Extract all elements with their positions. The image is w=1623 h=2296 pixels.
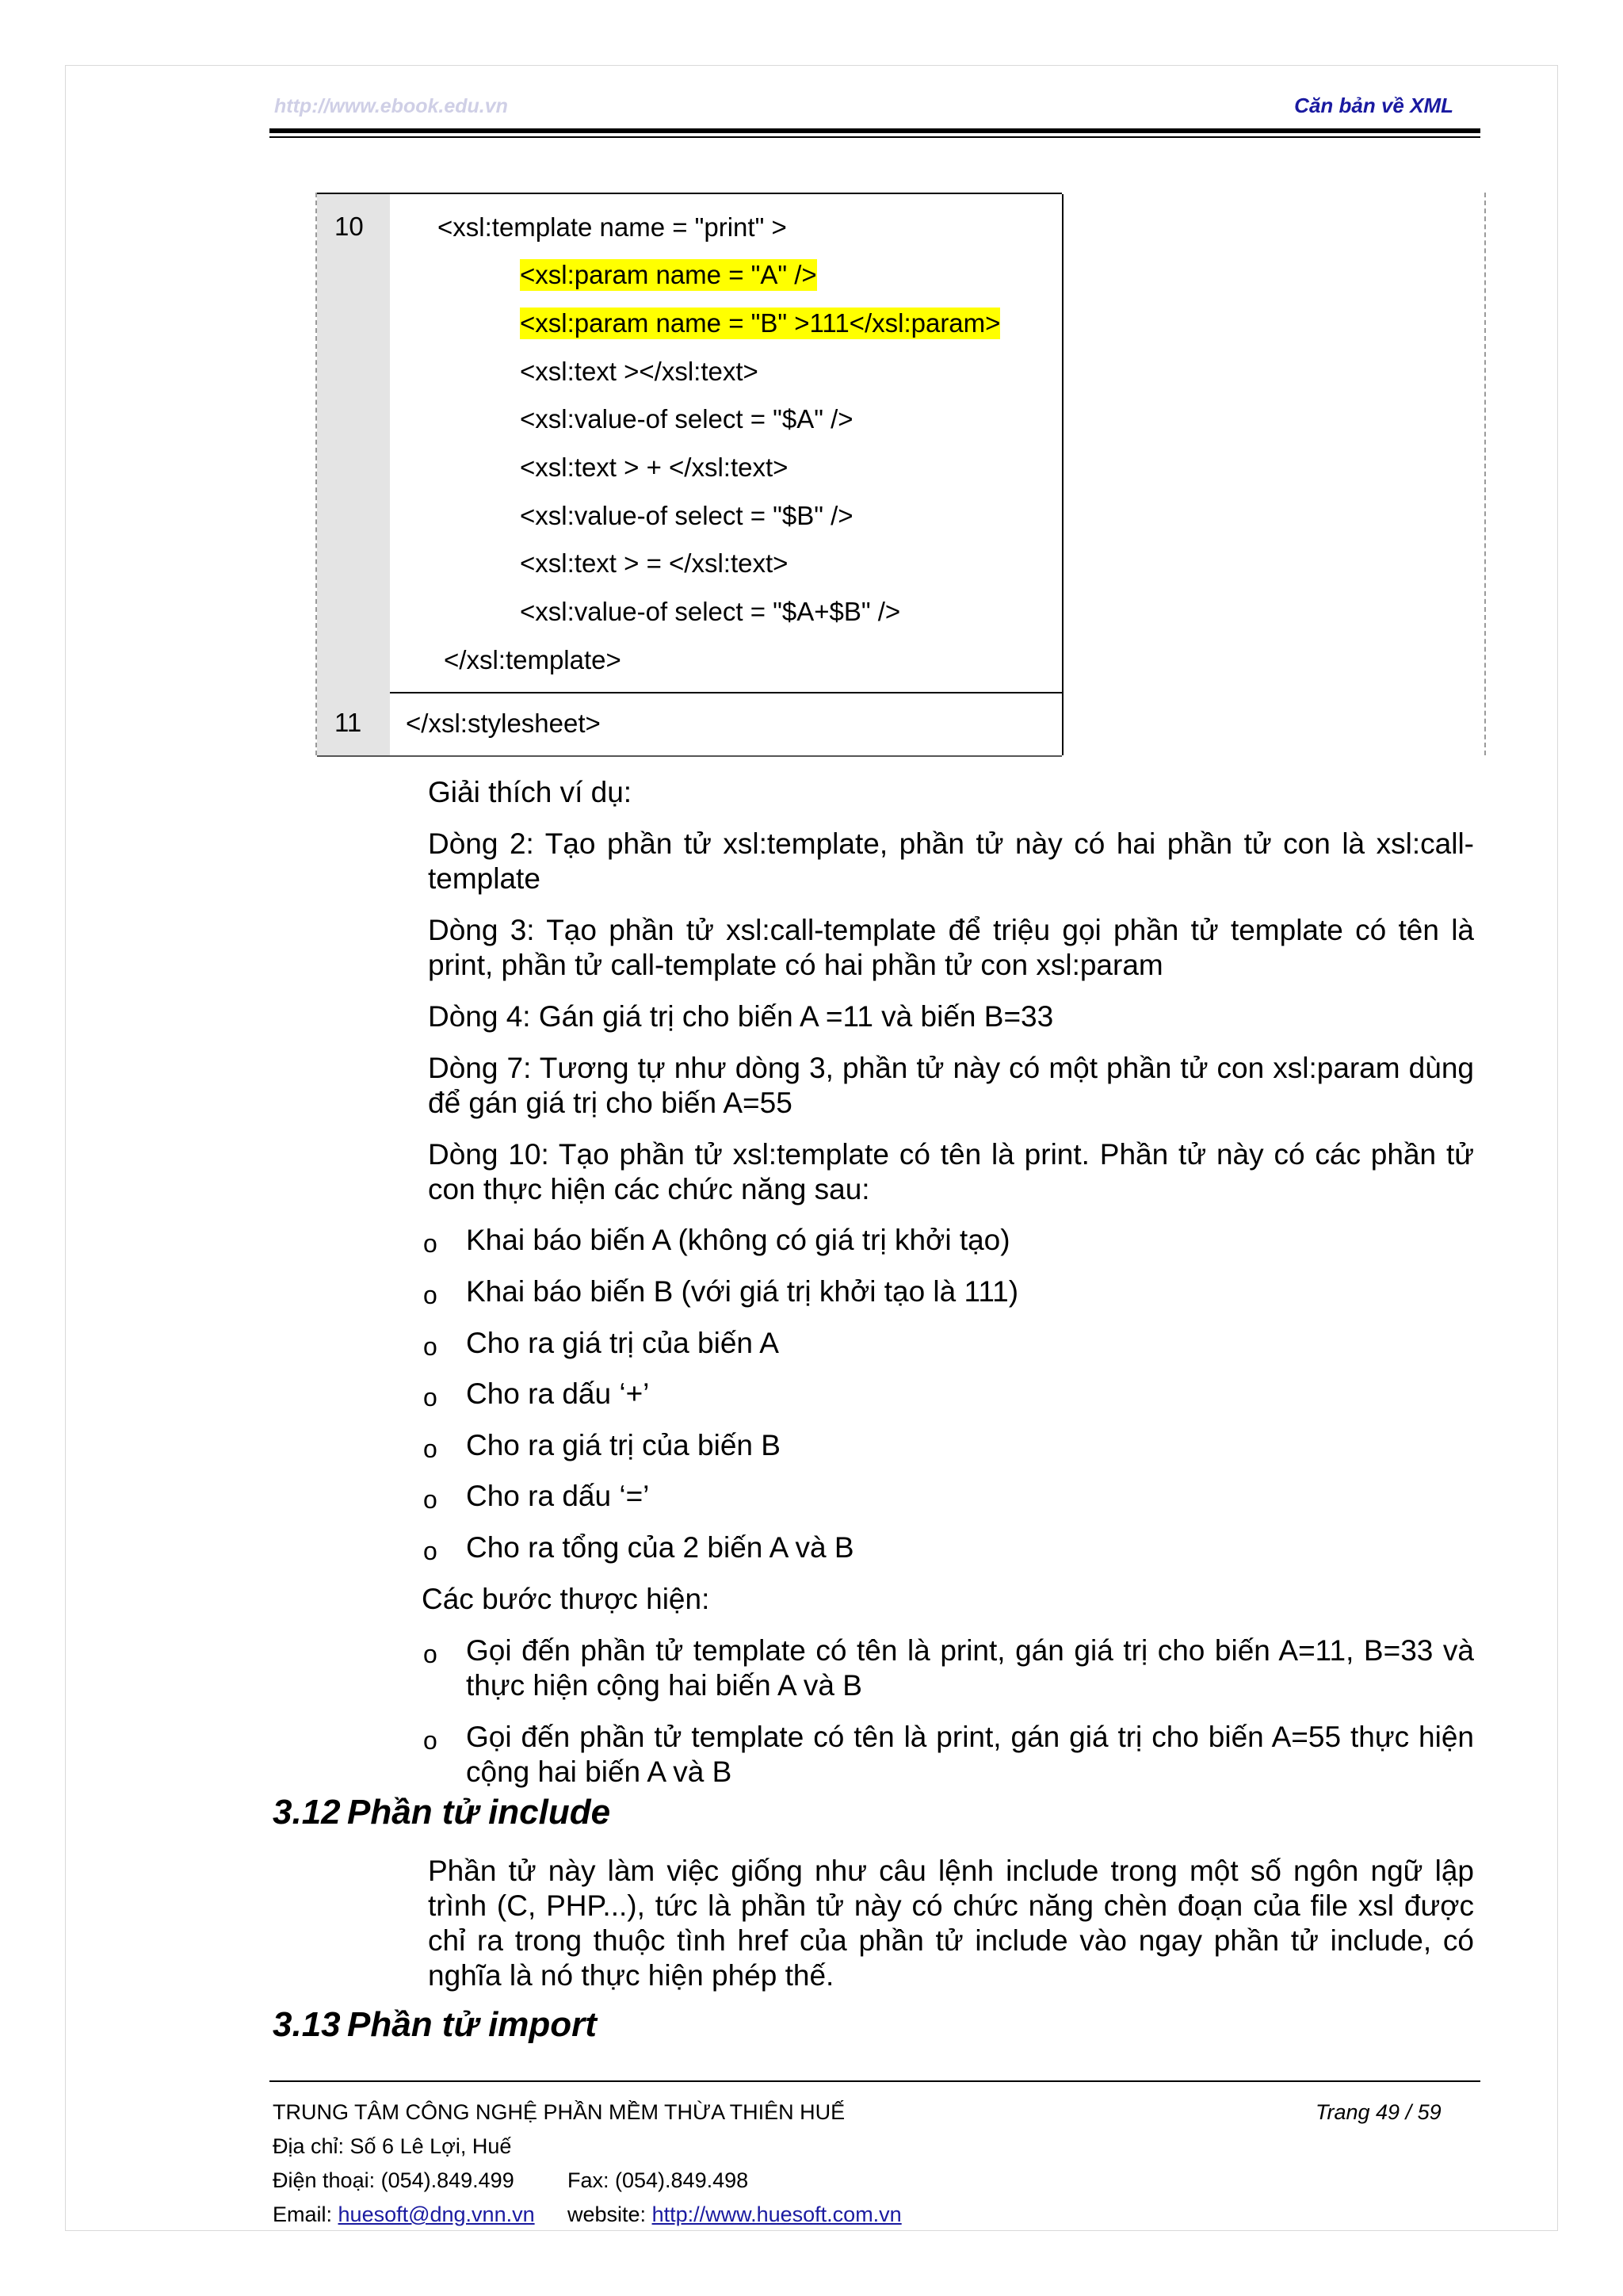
footer-email-label: Email:: [273, 2202, 338, 2226]
cell-border: [1062, 690, 1064, 755]
bullet-marker: o: [423, 1485, 437, 1514]
bullet-marker: o: [423, 1383, 437, 1412]
code-row: [317, 690, 1062, 757]
section-heading: [273, 2005, 597, 2045]
header-rule: [269, 128, 1480, 133]
section-body: Phần tử này làm việc giống như câu lệnh include trong một số ngôn ngữ lập trình (C, PHP...), tức là phần tử này có chức năng chèn đoạn của file xsl được chỉ ra trong thuộc tình href của phần tử include vào ngay phần tử include, có nghĩa là nó thực hiện phép thế.: [428, 1855, 1474, 1992]
line-number-cell: [317, 690, 390, 755]
list-item: Khai báo biến A (không có giá trị khởi tạo): [466, 1224, 1010, 1256]
section-title: Phần tử import: [347, 2005, 597, 2044]
explanation-paragraph: Dòng 10: Tạo phần tử xsl:template có tên là print. Phần tử này có các phần tử con thực hiện các chức năng sau:: [428, 1138, 1474, 1205]
header-rule-thin: [269, 136, 1480, 138]
code-line: <xsl:value-of select = "$A" />: [520, 404, 854, 434]
code-line: <xsl:text > + </xsl:text>: [520, 453, 789, 482]
code-table: [315, 193, 1062, 755]
list-item: Khai báo biến B (với giá trị khởi tạo là 111): [466, 1275, 1019, 1308]
section-title: Phần tử include: [347, 1793, 611, 1832]
code-line: </xsl:template>: [444, 645, 621, 674]
footer-address: Địa chỉ: Số 6 Lê Lợi, Huế: [273, 2134, 512, 2158]
bullet-marker: o: [423, 1726, 437, 1755]
explanation-heading: Giải thích ví dụ:: [428, 776, 632, 808]
list-item: Cho ra giá trị của biến A: [466, 1327, 779, 1359]
line-number: 11: [334, 708, 362, 737]
bullet-marker: o: [423, 1229, 437, 1258]
bullet-marker: o: [423, 1435, 437, 1463]
list-item: Cho ra tổng của 2 biến A và B: [466, 1531, 854, 1564]
list-item: Gọi đến phần tử template có tên là print, gán giá trị cho biến A=55 thực hiện cộng hai biến A và B: [466, 1721, 1474, 1788]
code-line-highlighted: <xsl:param name = "B" >111</xsl:param>: [520, 308, 1001, 338]
code-row: [317, 193, 1062, 693]
footer-phone: Điện thoại: (054).849.499: [273, 2168, 514, 2192]
code-line: <xsl:value-of select = "$B" />: [520, 501, 854, 530]
website-link[interactable]: http://www.huesoft.com.vn: [651, 2202, 902, 2226]
code-line: <xsl:text > = </xsl:text>: [520, 548, 789, 578]
line-number: 10: [334, 212, 364, 241]
list-item: Gọi đến phần tử template có tên là print, gán giá trị cho biến A=11, B=33 và thực hiện cộng hai biến A và B: [466, 1634, 1474, 1702]
footer-email: [273, 2202, 535, 2227]
line-number-cell: [317, 194, 390, 692]
section-heading: [273, 1793, 610, 1832]
email-link[interactable]: huesoft@dng.vnn.vn: [338, 2202, 535, 2226]
code-line: <xsl:value-of select = "$A+$B" />: [520, 597, 901, 626]
page-header: [269, 89, 1480, 144]
header-url-link[interactable]: http://www.ebook.edu.vn: [274, 95, 508, 117]
steps-heading: Các bước thược hiện:: [422, 1583, 710, 1615]
bullet-marker: o: [423, 1332, 437, 1361]
header-title: Căn bản về XML: [1294, 94, 1453, 117]
footer-rule: [269, 2080, 1480, 2082]
code-line: </xsl:stylesheet>: [406, 709, 601, 738]
bullet-marker: o: [423, 1281, 437, 1309]
explanation-paragraph: Dòng 2: Tạo phần tử xsl:template, phần tử này có hai phần tử con là xsl:call-template: [428, 827, 1474, 895]
cell-border: [1062, 194, 1064, 692]
explanation-paragraph: Dòng 3: Tạo phần tử xsl:call-template để triệu gọi phần tử template có tên là print, phần tử call-template có hai phần tử con xsl:param: [428, 914, 1474, 981]
footer-website: [567, 2202, 902, 2227]
bullet-marker: o: [423, 1537, 437, 1565]
footer-fax: Fax: (054).849.498: [567, 2168, 749, 2192]
list-item: Cho ra giá trị của biến B: [466, 1429, 781, 1461]
list-item: Cho ra dấu ‘+’: [466, 1377, 650, 1410]
list-item: Cho ra dấu ‘=’: [466, 1480, 650, 1512]
page-number: Trang 49 / 59: [1316, 2100, 1442, 2124]
code-line: <xsl:template name = "print" >: [437, 212, 787, 242]
code-line: <xsl:text ></xsl:text>: [520, 357, 758, 386]
footer-org: TRUNG TÂM CÔNG NGHỆ PHẦN MỀM THỪA THIÊN HUẾ: [273, 2100, 846, 2124]
section-number: 3.13: [273, 2005, 341, 2044]
bullet-marker: o: [423, 1640, 437, 1668]
explanation-paragraph: Dòng 7: Tương tự như dòng 3, phần tử này có một phần tử con xsl:param dùng để gán giá trị cho biến A=55: [428, 1052, 1474, 1119]
section-number: 3.12: [273, 1793, 341, 1832]
table-right-border: [1484, 193, 1486, 755]
footer-website-label: website:: [567, 2202, 652, 2226]
explanation-paragraph: Dòng 4: Gán giá trị cho biến A =11 và biến B=33: [428, 1000, 1054, 1033]
code-line-highlighted: <xsl:param name = "A" />: [520, 260, 817, 289]
